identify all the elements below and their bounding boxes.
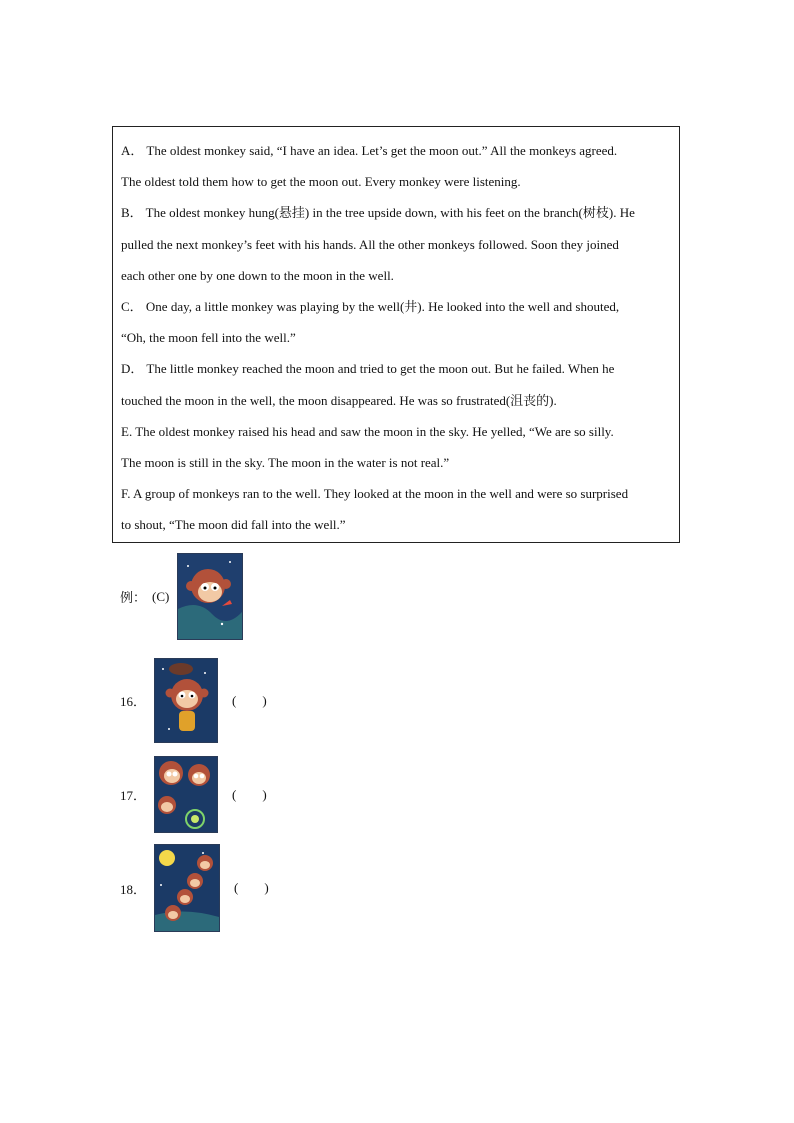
option-c-line-2: “Oh, the moon fell into the well.”	[121, 330, 296, 346]
option-d-line-2: touched the moon in the well, the moon disappeared. He was so frustrated(沮丧的).	[121, 392, 557, 408]
question-16-row	[120, 658, 267, 743]
option-e-line-1: E. The oldest monkey raised his head and saw the moon in the sky. He yelled, “We are so silly.	[121, 423, 614, 439]
passage-options-box	[112, 126, 680, 543]
option-a-line-2: The oldest told them how to get the moon out. Every monkey were listening.	[121, 174, 521, 190]
example-answer: (C)	[152, 588, 170, 604]
option-b-line-1: B． The oldest monkey hung(悬挂) in the tree upside down, with his feet on the branch(树枝). He	[121, 205, 635, 221]
example-row	[120, 553, 243, 640]
option-c-line-1: C． One day, a little monkey was playing by the well(井). He looked into the well and shouted,	[121, 299, 620, 315]
question-17-row	[120, 756, 267, 833]
question-16-number: 16．	[120, 694, 147, 709]
question-18-answer-blank[interactable]: ( )	[234, 880, 269, 895]
question-17-illustration	[154, 756, 218, 833]
question-18-number: 18．	[120, 881, 147, 897]
option-f-line-1: F. A group of monkeys ran to the well. They looked at the moon in the well and were so surprised	[121, 486, 629, 502]
option-a-line-1: A． The oldest monkey said, “I have an idea. Let’s get the moon out.” All the monkeys agreed.	[121, 143, 618, 158]
question-18-row	[120, 844, 269, 932]
example-label: 例：	[120, 590, 147, 605]
question-17-number: 17．	[120, 788, 147, 803]
option-b-line-3: each other one by one down to the moon in the well.	[121, 267, 394, 283]
option-e-line-2: The moon is still in the sky. The moon in the water is not real.”	[121, 455, 450, 471]
question-16-illustration	[154, 658, 218, 743]
option-f-line-2: to shout, “The moon did fall into the well.”	[121, 517, 346, 533]
question-17-answer-blank[interactable]: ( )	[232, 786, 267, 802]
option-d-line-1: D． The little monkey reached the moon and tried to get the moon out. But he failed. When he	[121, 361, 615, 377]
question-16-answer-blank[interactable]: ( )	[232, 692, 267, 708]
question-18-illustration	[154, 844, 220, 932]
option-b-line-2: pulled the next monkey’s feet with his hands. All the other monkeys followed. Soon they joined	[121, 236, 619, 252]
example-illustration	[177, 553, 243, 640]
